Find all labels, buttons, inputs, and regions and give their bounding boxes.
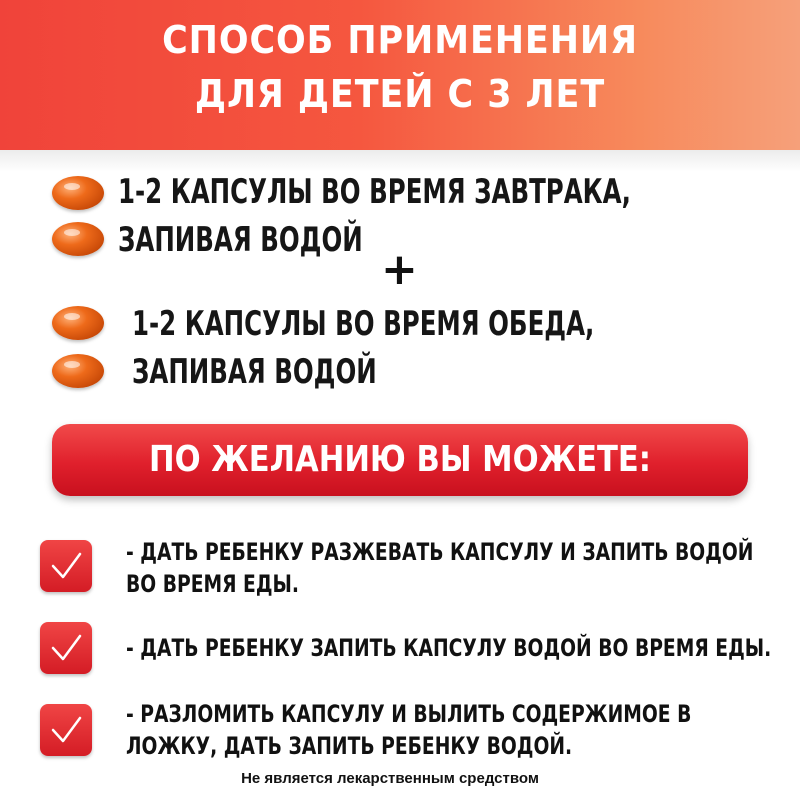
- option-item-chew-line1: - ДАТЬ РЕБЕНКУ РАЗЖЕВАТЬ КАПСУЛУ И ЗАПИТЬ ВОДОЙ: [126, 538, 754, 566]
- option-item-spoon-line1: - РАЗЛОМИТЬ КАПСУЛУ И ВЫЛИТЬ СОДЕРЖИМОЕ В: [126, 700, 692, 728]
- capsule-icon: [52, 176, 104, 210]
- option-item-spoon-line2: ЛОЖКУ, ДАТЬ ЗАПИТЬ РЕБЕНКУ ВОДОЙ.: [126, 732, 573, 760]
- option-item-swallow-line1: - ДАТЬ РЕБЕНКУ ЗАПИТЬ КАПСУЛУ ВОДОЙ ВО ВРЕМЯ ЕДЫ.: [126, 634, 772, 662]
- header-title-line1: СПОСОБ ПРИМЕНЕНИЯ: [162, 18, 638, 62]
- checkmark-icon: [40, 704, 92, 756]
- option-item-chew-line2: ВО ВРЕМЯ ЕДЫ.: [126, 570, 300, 598]
- dose-breakfast-line2: ЗАПИВАЯ ВОДОЙ: [118, 220, 363, 260]
- checkmark-icon: [40, 540, 92, 592]
- checkmark-icon: [40, 622, 92, 674]
- plus-icon: +: [381, 244, 418, 295]
- options-banner: [52, 424, 748, 496]
- options-banner-text: ПО ЖЕЛАНИЮ ВЫ МОЖЕТЕ:: [148, 439, 652, 480]
- header-banner: [0, 0, 800, 150]
- dose-breakfast-line1: 1-2 КАПСУЛЫ ВО ВРЕМЯ ЗАВТРАКА,: [118, 172, 631, 212]
- disclaimer-text: Не является лекарственным средством: [241, 770, 539, 787]
- capsule-icon: [52, 354, 104, 388]
- dose-lunch-line1: 1-2 КАПСУЛЫ ВО ВРЕМЯ ОБЕДА,: [132, 304, 595, 344]
- capsule-icon: [52, 306, 104, 340]
- capsule-icon: [52, 222, 104, 256]
- header-title-line2: ДЛЯ ДЕТЕЙ С 3 ЛЕТ: [194, 72, 606, 116]
- dose-lunch-line2: ЗАПИВАЯ ВОДОЙ: [132, 352, 377, 392]
